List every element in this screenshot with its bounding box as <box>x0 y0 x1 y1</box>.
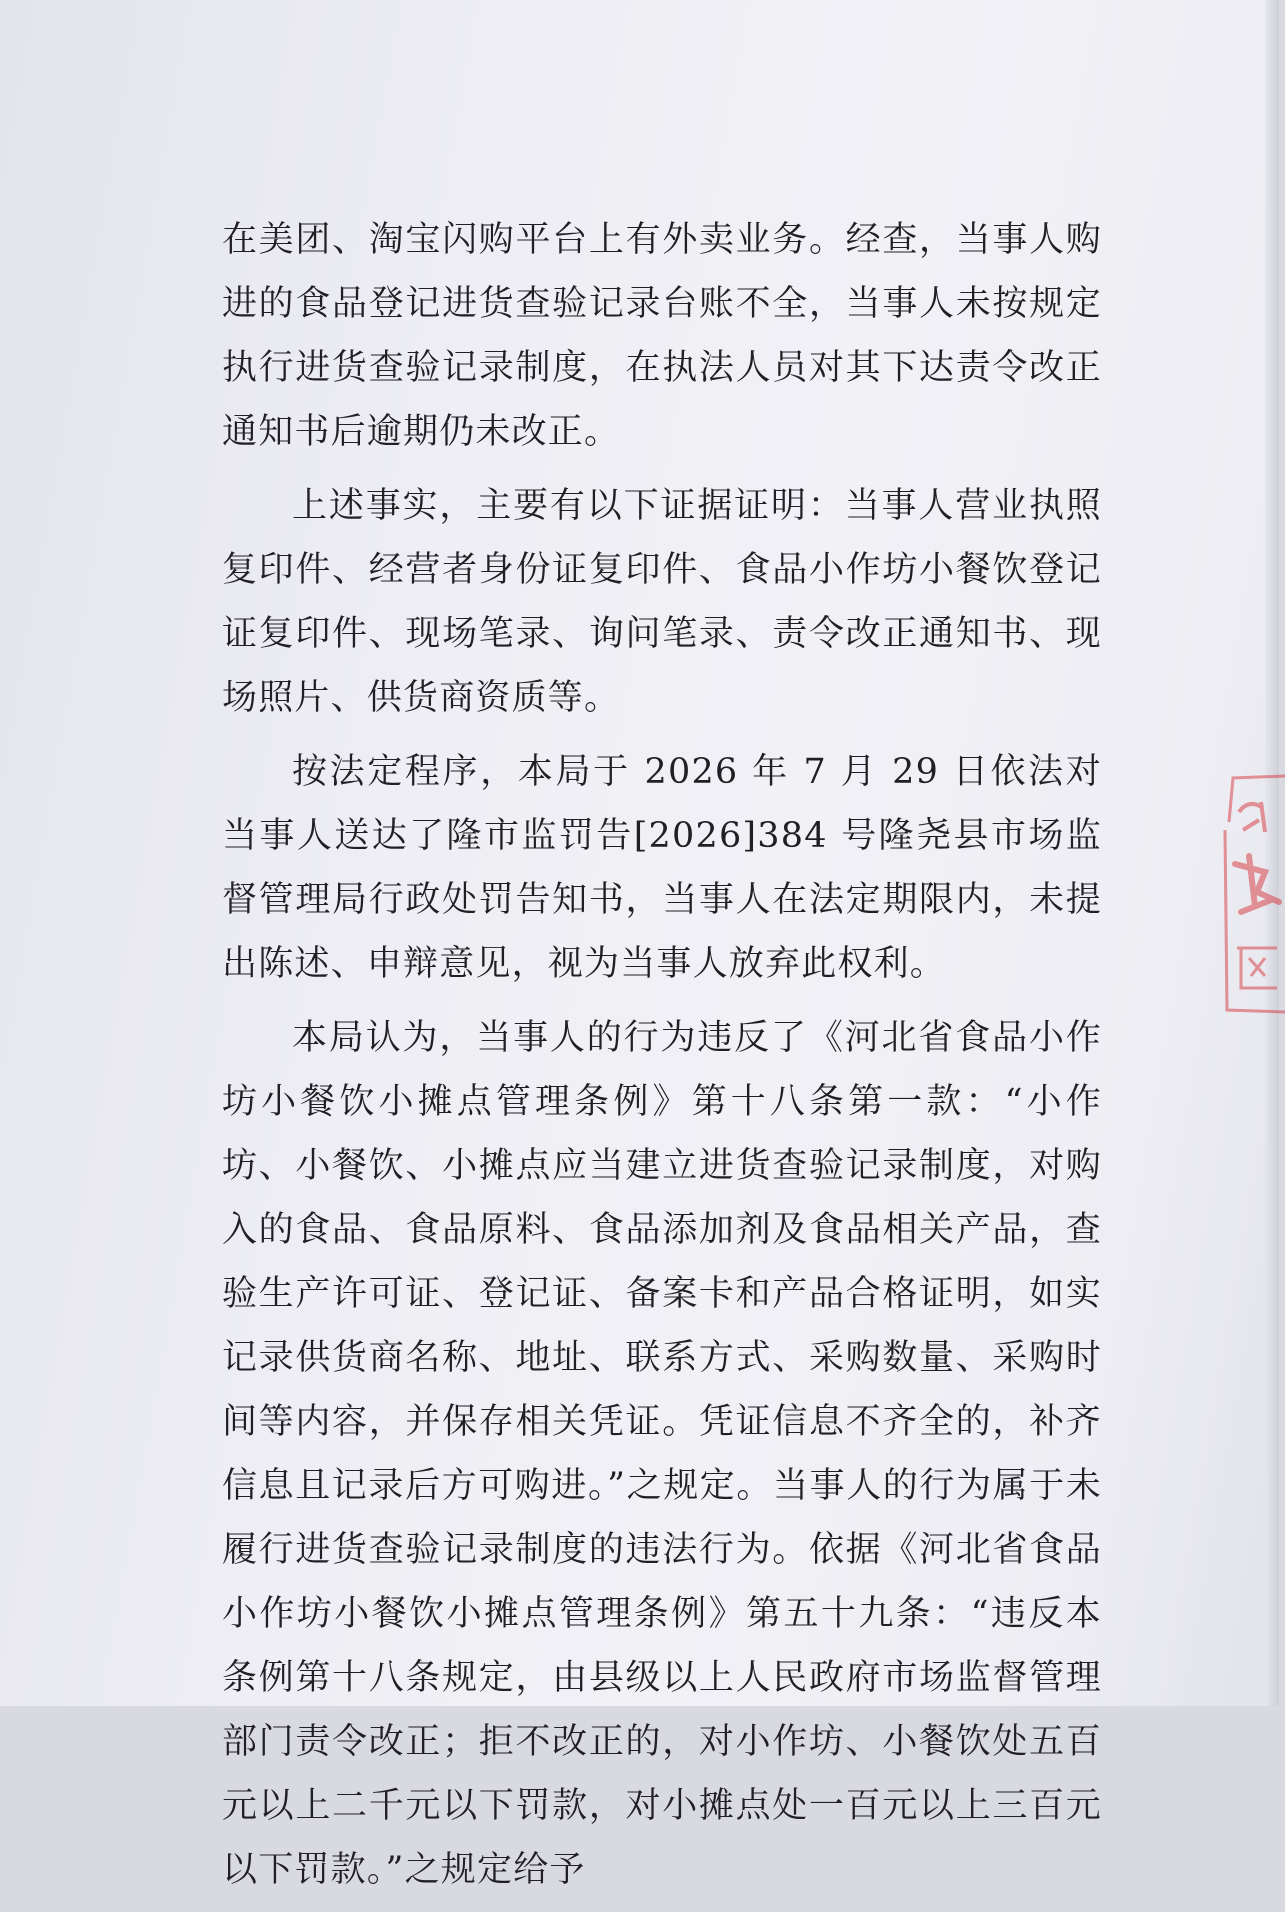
paragraph-evidence: 上述事实，主要有以下证据证明：当事人营业执照复印件、经营者身份证复印件、食品小作坊小餐饮登记证复印件、现场笔录、询问笔录、责令改正通知书、现场照片、供货商资质等。 <box>222 486 1102 718</box>
paragraph-legal-analysis: 本局认为，当事人的行为违反了《河北省食品小作坊小餐饮小摊点管理条例》第十八条第一款：“小作坊、小餐饮、小摊点应当建立进货查验记录制度，对购入的食品、食品原料、食品添加剂及食品相关产品，查验生产许可证、登记证、备案卡和产品合格证明，如实记录供货商名称、地址、联系方式、采购数量、采购时间等内容，并保存相关凭证。凭证信息不齐全的，补齐信息且记录后方可购进。”之规定。当事人的行为属于未履行进货查验记录制度的违法行为。依据《河北省食品小作坊小餐饮小摊点管理条例》第五十九条：“违反本条例第十八条规定，由县级以上人民政府市场监督管理部门责令改正；拒不改正的，对小作坊、小餐饮处五百元以上二千元以下罚款，对小摊点处一百元以上三百元以下罚款。”之规定给予 <box>222 1018 1102 1890</box>
paragraph-procedure: 按法定程序，本局于 2026 年 7 月 29 日依法对当事人送达了隆市监罚告[2026]384 号隆尧县市场监督管理局行政处罚告知书，当事人在法定期限内，未提出陈述、申辩意见，视为当事人放弃此权利。 <box>222 752 1102 984</box>
paragraph-facts-continued: 在美团、淘宝闪购平台上有外卖业务。经查，当事人购进的食品登记进货查验记录台账不全，当事人未按规定执行进货查验记录制度，在执法人员对其下达责令改正通知书后逾期仍未改正。 <box>222 220 1102 452</box>
seal-stamp-icon <box>1215 772 1285 1022</box>
document-body <box>222 208 1102 1912</box>
